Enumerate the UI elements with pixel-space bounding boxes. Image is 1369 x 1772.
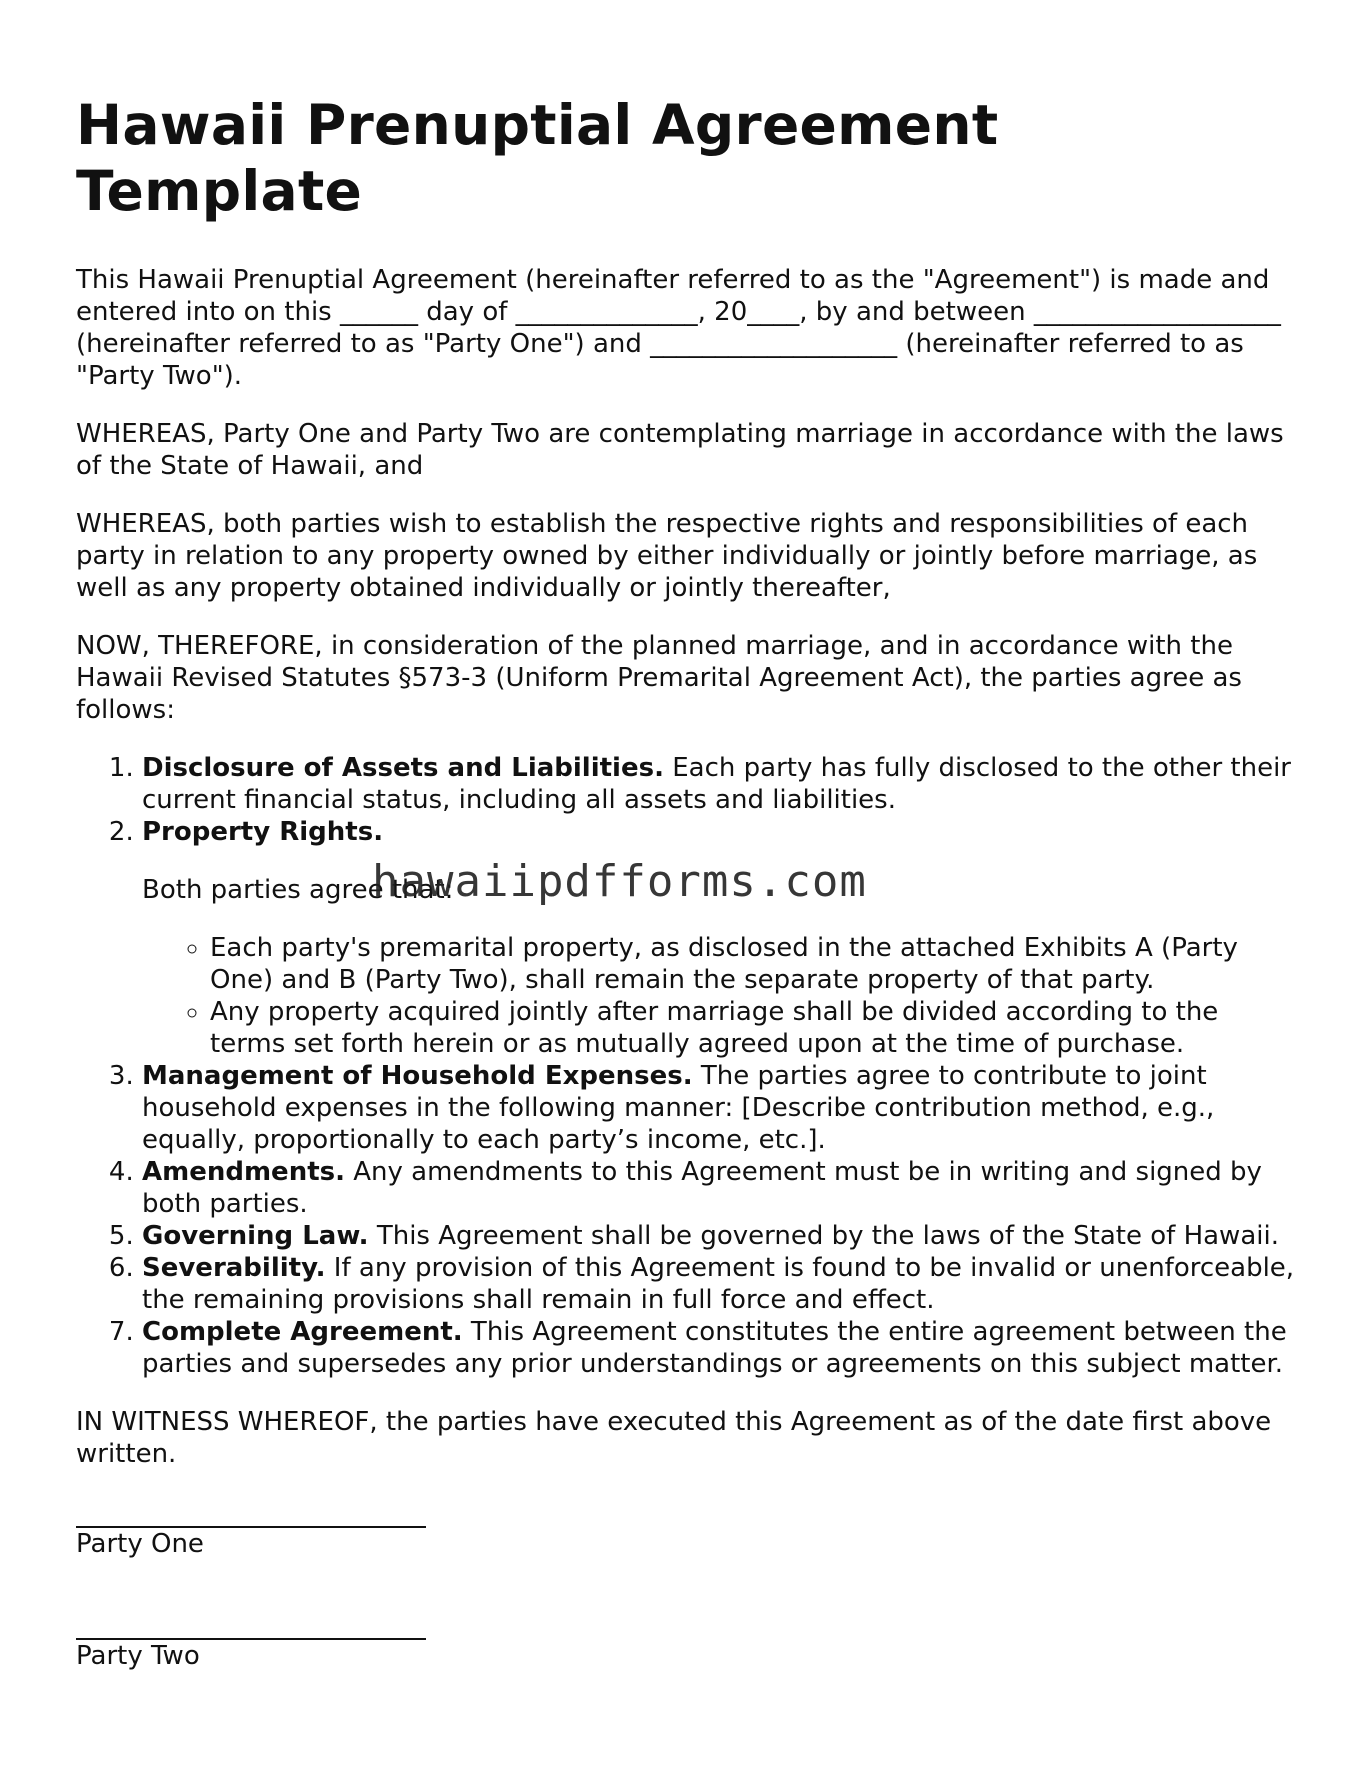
clause-heading: Severability. [142, 1253, 326, 1283]
clause-text: This Agreement constitutes the entire agreement between the parties and supersedes any prior understandings or agreements on this subject matter. [142, 1317, 1287, 1379]
whereas-paragraph-2: WHEREAS, both parties wish to establish the respective rights and responsibilities of each party in relation to any property owned by either individually or jointly before marriage, as well as any property obtained individually or jointly thereafter, [76, 509, 1258, 603]
clause-heading: Governing Law. [142, 1221, 369, 1251]
signature-block [76, 1496, 1300, 1672]
clause-item [142, 1220, 1300, 1252]
clause-list [76, 752, 1300, 1380]
document-title: Hawaii Prenuptial Agreement Template [76, 93, 999, 223]
witness-paragraph: IN WITNESS WHEREOF, the parties have executed this Agreement as of the date first above written. [76, 1407, 1272, 1469]
clause-text: The parties agree to contribute to joint household expenses in the following manner: [Describe contribution method, e.g., equally, proportionally to each party’s income, etc.]. [142, 1061, 1215, 1155]
sub-list-item: ◦ Each party's premarital property, as disclosed in the attached Exhibits A (Party One) and B (Party Two), shall remain the separate property of that party. [210, 932, 1300, 996]
clause-item [142, 752, 1300, 816]
sub-list [142, 932, 1300, 1060]
clause-heading: Complete Agreement. [142, 1317, 463, 1347]
clause-heading: Disclosure of Assets and Liabilities. [142, 753, 664, 783]
clause-item [142, 1060, 1300, 1156]
whereas-paragraph-1: WHEREAS, Party One and Party Two are contemplating marriage in accordance with the laws of the State of Hawaii, and [76, 419, 1284, 481]
clause-item [142, 1252, 1300, 1316]
sub-list-item: ◦ Any property acquired jointly after marriage shall be divided according to the terms set forth herein or as mutually agreed upon at the time of purchase. [210, 996, 1300, 1060]
signature-line-party-one[interactable] [76, 1496, 426, 1528]
clause-heading: Amendments. [142, 1157, 345, 1187]
document-page [76, 92, 1300, 1720]
clause-heading: Management of Household Expenses. [142, 1061, 693, 1091]
clause-heading: Property Rights. [142, 817, 384, 847]
clause-text: If any provision of this Agreement is found to be invalid or unenforceable, the remaining provisions shall remain in full force and effect. [142, 1253, 1295, 1315]
clause-text: Each party has fully disclosed to the other their current financial status, including all assets and liabilities. [142, 753, 1291, 815]
clause-item [142, 816, 1300, 1060]
now-therefore-paragraph: NOW, THEREFORE, in consideration of the planned marriage, and in accordance with the Hawaii Revised Statutes §573-3 (Uniform Premarital Agreement Act), the parties agree as follows: [76, 631, 1242, 725]
intro-paragraph: This Hawaii Prenuptial Agreement (hereinafter referred to as the "Agreement") is made and entered into on this ______ day of ______________, 20____, by and between ___________________ (hereinafter referred to as "Party One") and ___________________ (hereinafter referred to as "Party Two"). [76, 265, 1281, 391]
clause-item [142, 1316, 1300, 1380]
signature-line-party-two[interactable] [76, 1608, 426, 1640]
signature-label-party-two: Party Two [76, 1641, 200, 1671]
clause-subintro: Both parties agree that: [142, 875, 454, 905]
signature-label-party-one: Party One [76, 1529, 204, 1559]
clause-text: Any amendments to this Agreement must be in writing and signed by both parties. [142, 1157, 1262, 1219]
clause-text: This Agreement shall be governed by the laws of the State of Hawaii. [368, 1221, 1279, 1251]
clause-item [142, 1156, 1300, 1220]
watermark-text: hawaiipdfforms.com [372, 856, 867, 907]
